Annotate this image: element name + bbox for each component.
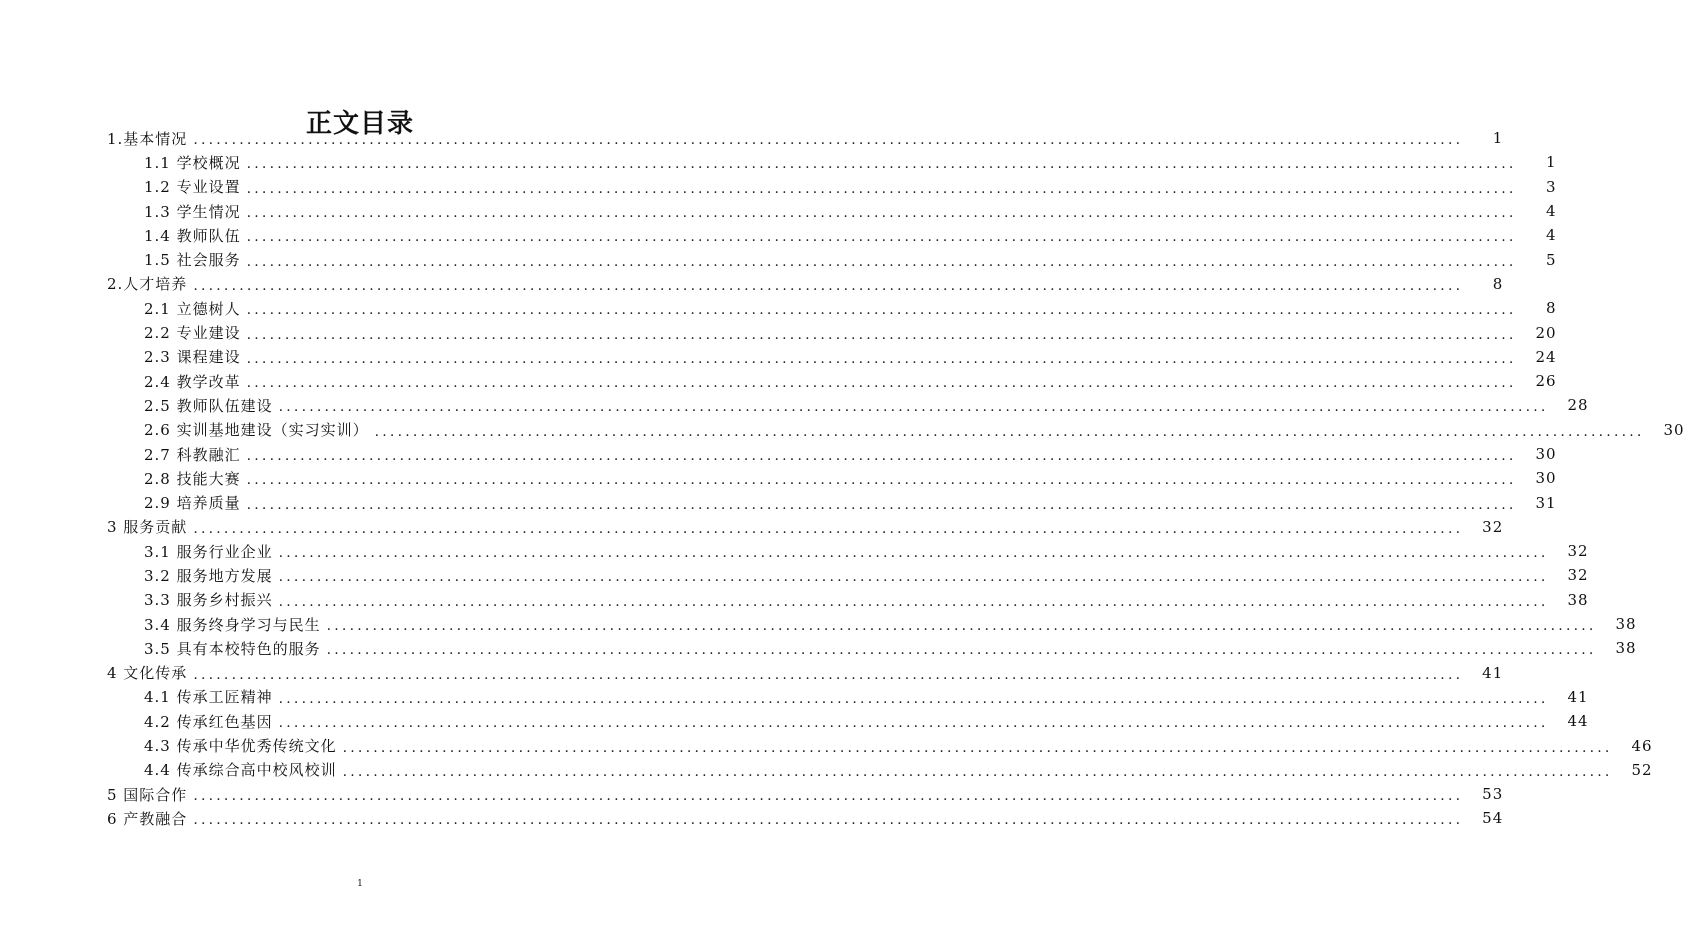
- toc-entry[interactable]: [0, 442, 1557, 466]
- toc-entry-label: 6 产教融合: [107, 809, 188, 828]
- toc-entry[interactable]: [0, 126, 1504, 150]
- toc-entry[interactable]: [0, 782, 1504, 806]
- toc-entry-label: 2.4 教学改革: [144, 372, 241, 391]
- toc-entry[interactable]: [0, 685, 1589, 709]
- toc-leader-dots: ......................................................................................................................................................................: [246, 496, 1517, 513]
- toc-entry-page: 38: [1615, 639, 1637, 658]
- toc-leader-dots: ......................................................................................................................................................................: [326, 642, 1597, 659]
- toc-entry[interactable]: [0, 490, 1557, 514]
- toc-entry[interactable]: [0, 733, 1653, 757]
- toc-entry[interactable]: [0, 393, 1589, 417]
- toc-entry-page: 3: [1546, 177, 1557, 196]
- page-number: 1: [357, 879, 363, 889]
- toc-entry-label: 1.4 教师队伍: [144, 226, 241, 245]
- toc-entry-label: 3.2 服务地方发展: [144, 566, 273, 585]
- toc-entry-page: 44: [1567, 712, 1589, 731]
- toc-leader-dots: ......................................................................................................................................................................: [246, 375, 1517, 392]
- toc-leader-dots: ......................................................................................................................................................................: [246, 448, 1517, 464]
- toc-entry-label: 4.2 传承红色基因: [144, 712, 273, 731]
- toc-entry-label: 2.7 科教融汇: [144, 445, 241, 464]
- toc-entry-label: 4.4 传承综合高中校风校训: [144, 761, 337, 780]
- toc-entry-label: 2.8 技能大赛: [144, 469, 241, 488]
- toc-entry-page: 52: [1631, 760, 1653, 779]
- toc-entry-page: 30: [1535, 445, 1557, 463]
- toc-leader-dots: ......................................................................................................................................................................: [374, 423, 1645, 440]
- toc-entry-page: 41: [1482, 663, 1504, 682]
- toc-entry[interactable]: [0, 466, 1557, 490]
- toc-entry-page: 54: [1482, 809, 1504, 828]
- toc-entry[interactable]: [0, 709, 1589, 733]
- toc-entry-page: 5: [1546, 250, 1557, 269]
- toc-leader-dots: ......................................................................................................................................................................: [342, 739, 1613, 756]
- toc-entry[interactable]: [0, 515, 1504, 539]
- toc-entry-label: 4.3 传承中华优秀传统文化: [144, 737, 337, 756]
- toc-entry-label: 2.5 教师队伍建设: [144, 396, 273, 415]
- toc-entry-label: 4.1 传承工匠精神: [144, 688, 273, 707]
- toc-entry-label: 1.5 社会服务: [144, 251, 241, 270]
- toc-entry-page: 8: [1546, 299, 1557, 318]
- toc-entry-page: 41: [1567, 687, 1589, 706]
- toc-leader-dots: ......................................................................................................................................................................: [193, 788, 1464, 805]
- toc-leader-dots: ......................................................................................................................................................................: [278, 545, 1549, 562]
- toc-entry[interactable]: [0, 247, 1557, 271]
- toc-entry-label: 2.6 实训基地建设（实习实训）: [144, 421, 369, 440]
- toc-entry-page: 38: [1567, 590, 1589, 609]
- toc-leader-dots: ......................................................................................................................................................................: [278, 715, 1549, 732]
- toc-leader-dots: ......................................................................................................................................................................: [278, 399, 1549, 416]
- toc-entry-page: 24: [1535, 347, 1557, 366]
- toc-entry-page: 4: [1546, 202, 1557, 221]
- toc-entry-page: 32: [1567, 542, 1589, 561]
- toc-leader-dots: ......................................................................................................................................................................: [193, 277, 1464, 294]
- table-of-contents: [0, 126, 1685, 831]
- toc-entry[interactable]: [0, 150, 1557, 174]
- toc-entry-page: 53: [1482, 785, 1504, 804]
- toc-leader-dots: ......................................................................................................................................................................: [246, 326, 1517, 343]
- toc-entry-page: 32: [1567, 566, 1589, 585]
- toc-leader-dots: ......................................................................................................................................................................: [246, 253, 1517, 270]
- toc-entry[interactable]: [0, 199, 1557, 223]
- toc-leader-dots: ......................................................................................................................................................................: [246, 472, 1517, 489]
- toc-entry-page: 20: [1535, 323, 1557, 342]
- toc-entry-page: 4: [1546, 226, 1557, 245]
- toc-leader-dots: ......................................................................................................................................................................: [193, 666, 1464, 683]
- toc-leader-dots: ......................................................................................................................................................................: [193, 132, 1464, 149]
- toc-leader-dots: ......................................................................................................................................................................: [246, 229, 1517, 246]
- toc-entry-label: 5 国际合作: [107, 785, 188, 804]
- toc-entry-page: 38: [1615, 615, 1637, 634]
- toc-leader-dots: ......................................................................................................................................................................: [246, 350, 1517, 367]
- toc-entry-page: 1: [1492, 129, 1504, 148]
- toc-entry-label: 2.1 立德树人: [144, 299, 241, 318]
- toc-entry-page: 8: [1492, 274, 1504, 293]
- toc-entry-label: 3.3 服务乡村振兴: [144, 591, 273, 610]
- toc-entry-page: 1: [1546, 153, 1557, 172]
- toc-entry-page: 32: [1482, 517, 1504, 536]
- toc-entry[interactable]: [0, 806, 1504, 830]
- toc-entry-label: 3.4 服务终身学习与民生: [144, 615, 321, 634]
- toc-leader-dots: ......................................................................................................................................................................: [246, 205, 1517, 222]
- toc-entry[interactable]: [0, 369, 1557, 393]
- toc-entry-label: 1.基本情况: [107, 129, 188, 148]
- toc-entry[interactable]: [0, 612, 1637, 636]
- toc-entry[interactable]: [0, 588, 1589, 612]
- toc-entry-label: 3.1 服务行业企业: [144, 542, 273, 561]
- toc-entry[interactable]: [0, 320, 1557, 344]
- toc-leader-dots: ......................................................................................................................................................................: [278, 593, 1549, 610]
- toc-entry-label: 2.2 专业建设: [144, 324, 241, 343]
- toc-entry-page: 26: [1535, 372, 1557, 391]
- toc-leader-dots: ......................................................................................................................................................................: [193, 812, 1464, 829]
- toc-entry[interactable]: [0, 563, 1589, 587]
- toc-leader-dots: ......................................................................................................................................................................: [246, 302, 1517, 319]
- toc-leader-dots: ......................................................................................................................................................................: [278, 690, 1549, 707]
- page-title: 正文目录: [305, 109, 414, 140]
- toc-leader-dots: ......................................................................................................................................................................: [326, 618, 1597, 635]
- toc-entry[interactable]: [0, 758, 1653, 782]
- toc-entry-label: 2.人才培养: [107, 275, 188, 294]
- toc-entry[interactable]: [0, 345, 1557, 369]
- toc-entry-page: 28: [1567, 396, 1589, 415]
- toc-entry[interactable]: [0, 418, 1685, 442]
- toc-entry[interactable]: [0, 296, 1557, 320]
- toc-entry-label: 2.9 培养质量: [144, 494, 241, 513]
- toc-leader-dots: ......................................................................................................................................................................: [246, 156, 1517, 173]
- toc-entry-page: 30: [1663, 420, 1685, 439]
- toc-leader-dots: ......................................................................................................................................................................: [342, 763, 1613, 780]
- toc-entry[interactable]: [0, 661, 1504, 685]
- toc-entry-label: 3.5 具有本校特色的服务: [144, 639, 321, 658]
- toc-entry-page: 46: [1631, 736, 1653, 755]
- toc-entry-label: 3 服务贡献: [107, 518, 188, 537]
- toc-entry[interactable]: [0, 539, 1589, 563]
- toc-entry-page: 31: [1535, 493, 1557, 512]
- toc-entry-label: 1.1 学校概况: [144, 153, 241, 172]
- toc-entry[interactable]: [0, 175, 1557, 199]
- toc-entry-label: 1.2 专业设置: [144, 178, 241, 197]
- toc-entry[interactable]: [0, 636, 1637, 660]
- toc-leader-dots: ......................................................................................................................................................................: [278, 569, 1549, 586]
- toc-leader-dots: ......................................................................................................................................................................: [193, 520, 1464, 537]
- toc-entry-label: 4 文化传承: [107, 664, 188, 683]
- toc-entry-page: 30: [1535, 469, 1557, 488]
- toc-entry-label: 2.3 课程建设: [144, 348, 241, 367]
- toc-entry-label: 1.3 学生情况: [144, 202, 241, 221]
- toc-leader-dots: ......................................................................................................................................................................: [246, 180, 1517, 197]
- toc-entry[interactable]: [0, 272, 1504, 296]
- toc-entry[interactable]: [0, 223, 1557, 247]
